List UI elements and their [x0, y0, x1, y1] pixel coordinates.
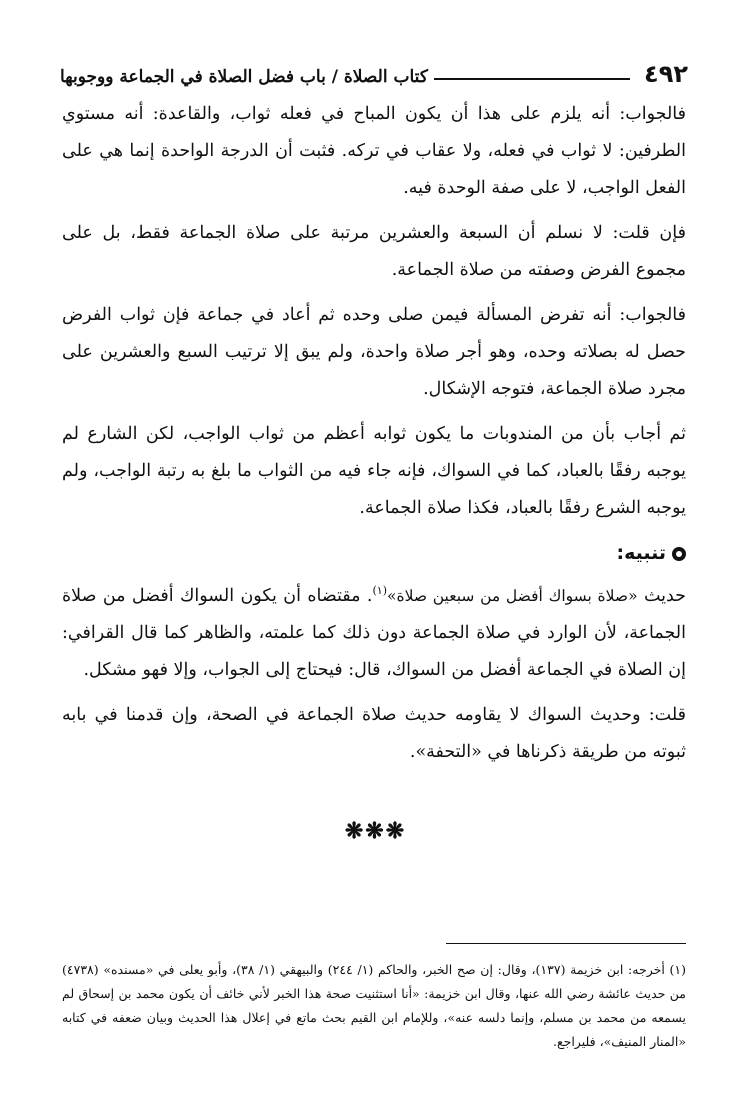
notice-heading [62, 535, 686, 572]
closing-paragraph: قلت: وحديث السواك لا يقاومه حديث صلاة الجماعة في الصحة، وإن قدمنا في بابه ثبوته من طريقة ذكرناها في «التحفة». [62, 705, 686, 762]
hadith-intro: حديث [643, 586, 686, 606]
notice-paragraph [62, 578, 686, 689]
hadith-quote: «صلاة بسواك أفضل من سبعين صلاة» [386, 587, 638, 605]
section-separator: ❋❋❋ [344, 818, 407, 844]
paragraph: فإن قلت: لا نسلم أن السبعة والعشرين مرتبة على صلاة الجماعة فقط، بل على مجموع الفرض وصفته من صلاة الجماعة. [62, 223, 686, 280]
notice-bullet-icon [672, 547, 686, 561]
paragraph: فالجواب: أنه تفرض المسألة فيمن صلى وحده ثم أعاد في جماعة فإن ثواب الفرض حصل له بصلاته وحده، وهو أجر صلاة واحدة، ولم يبق إلا ترتيب السبع والعشرين على مجرد صلاة الجماعة، فتوجه الإشكال. [62, 305, 686, 399]
paragraph: ثم أجاب بأن من المندوبات ما يكون ثوابه أعظم من ثواب الواجب، لكن الشارع لم يوجبه رفقًا بالعباد، كما في السواك، فإنه جاء فيه من الثواب ما بلغ به رتبة الواجب، ولم يوجبه الشرع رفقًا بالعباد، فكذا صلاة الجماعة. [62, 424, 686, 518]
footnote-text: (١) أخرجه: ابن خزيمة (١٣٧)، وقال: إن صح الخبر، والحاكم (١/ ٢٤٤) والبيهقي (١/ ٣٨)، وأبو يعلى في «مسنده» (٤٧٣٨) من حديث عائشة رضي الله عنها، وقال ابن خزيمة: «أنا استثنيت صحة هذا الخبر لأني خائف أن يكون محمد بن إسحاق لم يسمعه من محمد بن مسلم، وإنما دلسه عنه»، وللإمام ابن القيم بحث ماتع في إعلال هذا الحديث وبيان ضعفه في كتابه «المنار المنيف»، فليراجع. [62, 962, 686, 1049]
paragraph: فالجواب: أنه يلزم على هذا أن يكون المباح في فعله ثواب، والقاعدة: أنه مستوي الطرفين: لا ثواب في فعله، ولا عقاب في تركه. فثبت أن الدرجة الواحدة إنما هي على الفعل الواجب، لا على صفة الوحدة فيه. [62, 104, 686, 198]
page-header [60, 52, 688, 86]
notice-continuation: . مقتضاه أن يكون السواك أفضل من صلاة الجماعة، لأن الوارد في صلاة الجماعة دون ذلك كما علمته، والظاهر كما قال القرافي: إن الصلاة في الجماعة أفضل من السواك، قال: فيحتاج إلى الجواب، وإلا فهو مشكل. [62, 586, 686, 680]
header-rule [434, 78, 630, 80]
page-number: ٤٩٢ [644, 60, 688, 88]
notice-title: تنبيه: [616, 542, 666, 564]
footnote-rule [446, 943, 686, 944]
running-title: كتاب الصلاة / باب فضل الصلاة في الجماعة ووجوبها [60, 67, 428, 87]
main-text [62, 96, 686, 779]
footnote-reference[interactable]: (١) [372, 584, 387, 598]
